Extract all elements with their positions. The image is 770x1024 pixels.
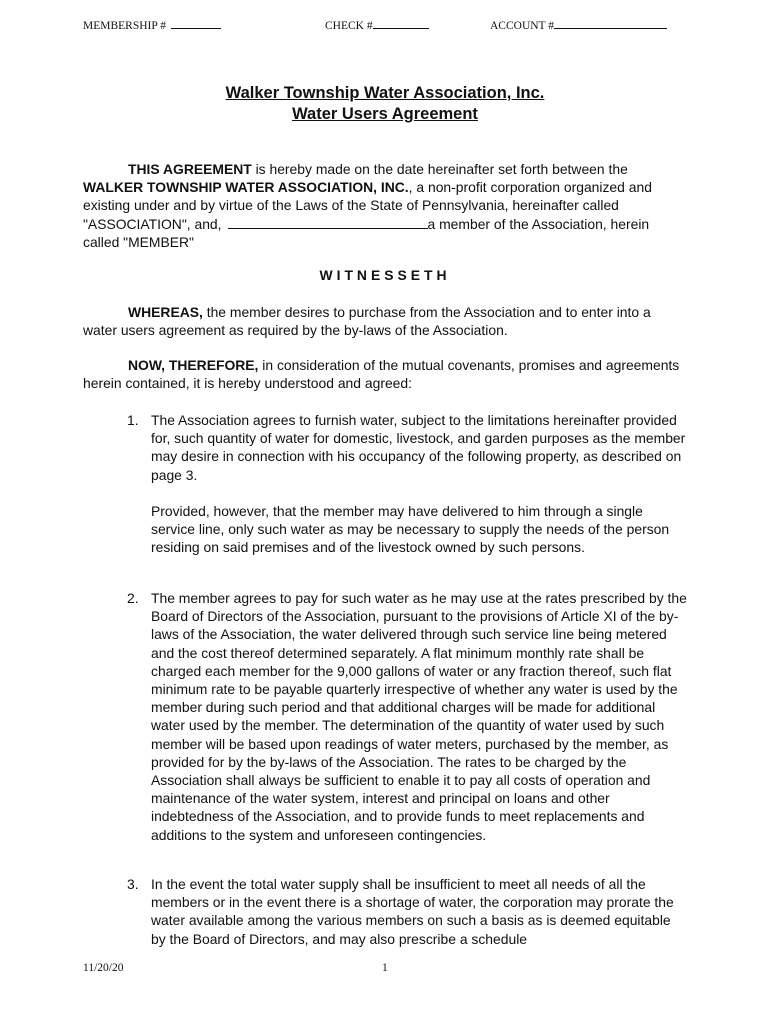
list-item <box>127 589 687 844</box>
membership-field <box>83 17 221 32</box>
item-paragraph: The member agrees to pay for such water as he may use at the rates prescribed by the Board of Directors of the Association, pursuant to the provisions of Article XI of the by-laws of the Association, the water delivered through such service line being metered and the cost thereof determined separately. A flat minimum monthly rate shall be charged each member for the 9,000 gallons of water or any fraction thereof, such flat minimum rate to be payable quarterly irrespective of whether any water is used by the member during such period and that additional charges will be made for additional water used by the member. The determination of the quantity of water used by such member will be based upon readings of water meters, purchased by the member, as provided for by the by-laws of the Association. The rates to be charged by the Association shall always be sufficient to enable it to pay all costs of operation and maintenance of the water system, interest and principal on loans and other indebtedness of the Association, and to provide funds to meet replacements and additions to the system and unforeseen contingencies. <box>151 590 687 843</box>
witnesseth-heading <box>0 267 770 283</box>
intro-lead: THIS AGREEMENT <box>128 161 252 177</box>
footer-date: 11/20/20 <box>83 962 124 974</box>
now-therefore-lead: NOW, THEREFORE, <box>128 357 259 373</box>
item-number: 2. <box>127 590 139 606</box>
whereas-lead: WHEREAS, <box>128 304 203 320</box>
witnesseth-text: WITNESSETH <box>319 267 451 283</box>
header-fields <box>0 17 770 35</box>
page-number: 1 <box>382 962 388 974</box>
check-label: CHECK # <box>325 20 373 32</box>
document-subtitle: Water Users Agreement <box>292 105 478 123</box>
membership-blank[interactable] <box>171 17 221 29</box>
item-number: 1. <box>127 412 139 428</box>
account-blank[interactable] <box>554 17 667 29</box>
intro-text-c: a member of the Association, herein called "MEMBER" <box>83 215 650 250</box>
now-therefore-text: in consideration of the mutual covenants, promises and agreements herein contained, it is hereby understood and agreed: <box>83 357 680 392</box>
account-label: ACCOUNT # <box>490 20 555 32</box>
membership-label: MEMBERSHIP # <box>83 20 166 32</box>
item-paragraph: The Association agrees to furnish water, subject to the limitations hereinafter provided for, such quantity of water for domestic, livestock, and garden purposes as the member may desire in connection with his occupancy of the following property, as described on page 3. <box>151 412 686 483</box>
document-title: Walker Township Water Association, Inc. <box>225 84 545 102</box>
check-field <box>325 17 429 32</box>
item-number: 3. <box>127 876 139 892</box>
item-paragraph: In the event the total water supply shall be insufficient to meet all needs of all the members or in the event there is a shortage of water, the corporation may prorate the water available among the various members on such a basis as is deemed equitable by the Board of Directors, and may also prescribe a schedule <box>151 876 674 947</box>
intro-org-name: WALKER TOWNSHIP WATER ASSOCIATION, INC. <box>83 179 409 196</box>
list-item <box>127 411 687 556</box>
list-item <box>127 875 687 948</box>
intro-text-a: is hereby made on the date hereinafter set forth between the <box>251 161 628 177</box>
member-name-blank[interactable] <box>228 216 428 229</box>
intro-text-b: , a non-profit corporation organized and existing under and by virtue of the Laws of the State of Pennsylvania, hereinafter called "ASSOCIATION", and, <box>83 179 652 232</box>
item-paragraph: Provided, however, that the member may have delivered to him through a single service line, only such water as may be necessary to supply the needs of the person residing on said premises and of the livestock owned by such persons. <box>151 502 670 556</box>
check-blank[interactable] <box>373 17 429 29</box>
account-field <box>490 17 667 32</box>
whereas-paragraph <box>83 303 688 339</box>
now-therefore-paragraph <box>83 356 688 392</box>
whereas-text: the member desires to purchase from the Association and to enter into a water users agreement as required by the by-laws of the Association. <box>83 304 651 339</box>
intro-paragraph <box>83 160 688 251</box>
